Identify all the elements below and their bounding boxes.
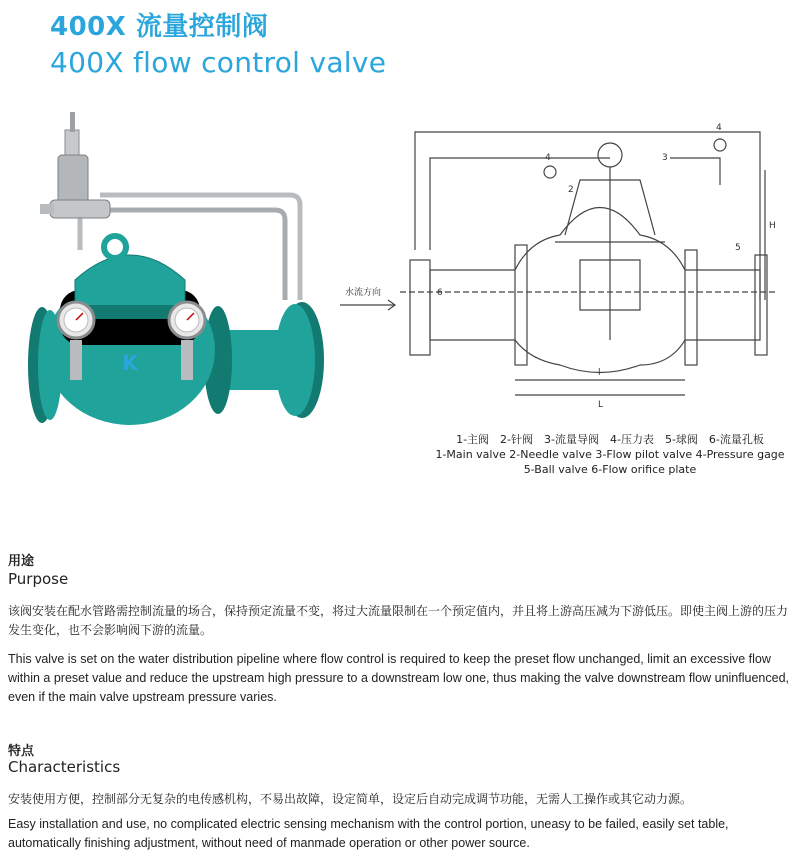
legend-line-en-2: 5-Ball valve 6-Flow orifice plate — [523, 463, 697, 476]
callout-4a: 4 — [545, 153, 551, 163]
legend-line-en-1: 1-Main valve 2-Needle valve 3-Flow pilot valve 4-Pressure gage — [435, 448, 785, 461]
purpose-text-cn: 该阀安装在配水管路需控制流量的场合，保持预定流量不变，将过大流量限制在一个预定值内，并且将上游高压减为下游低压。即使主阀上游的压力发生变化，也不会影响阀下游的流量。 — [8, 604, 789, 637]
brand-logo-icon: K — [122, 351, 138, 375]
legend-line-cn: 1-主阀 2-针阀 3-流量导阀 4-压力表 5-球阀 6-流量孔板 — [456, 433, 764, 446]
valve-photo — [20, 100, 340, 445]
page-title-cn: 400X 流量控制阀 — [50, 12, 269, 42]
callout-2: 2 — [568, 185, 574, 195]
schematic-drawing — [340, 110, 780, 410]
purpose-heading-cn: 用途 — [8, 554, 35, 569]
callout-5: 5 — [735, 243, 741, 253]
callout-3: 3 — [662, 153, 668, 163]
parts-legend — [430, 432, 790, 477]
characteristics-text-cn: 安装使用方便，控制部分无复杂的电传感机构，不易出故障，设定简单，设定后自动完成调节功能，无需人工操作或其它动力源。 — [8, 792, 693, 806]
characteristics-heading-en: Characteristics — [8, 758, 121, 776]
callout-6: 6 — [437, 288, 443, 298]
purpose-heading-en: Purpose — [8, 570, 69, 588]
page-title-en: 400X flow control valve — [50, 46, 387, 79]
characteristics-heading-cn: 特点 — [8, 744, 35, 759]
flow-direction-label: 水流方向 — [345, 288, 382, 298]
dimension-l1: l — [598, 368, 601, 378]
callout-4b: 4 — [716, 123, 722, 133]
purpose-text-en: This valve is set on the water distribution pipeline where flow control is required to keep the preset flow unchanged, limit an excessive flow within a preset value and reduce the upstream high pressure to a downstream low one, thus making the valve downstream flow uninfluenced, even if the main valve upstream pressure varies. — [8, 652, 789, 704]
characteristics-text-en: Easy installation and use, no complicated electric sensing mechanism with the control portion, uneasy to be failed, easily set table, automatically finishing adjustment, without need of manmade operation or other power source. — [8, 817, 729, 850]
dimension-h: H — [769, 221, 776, 231]
dimension-l: L — [598, 400, 604, 410]
